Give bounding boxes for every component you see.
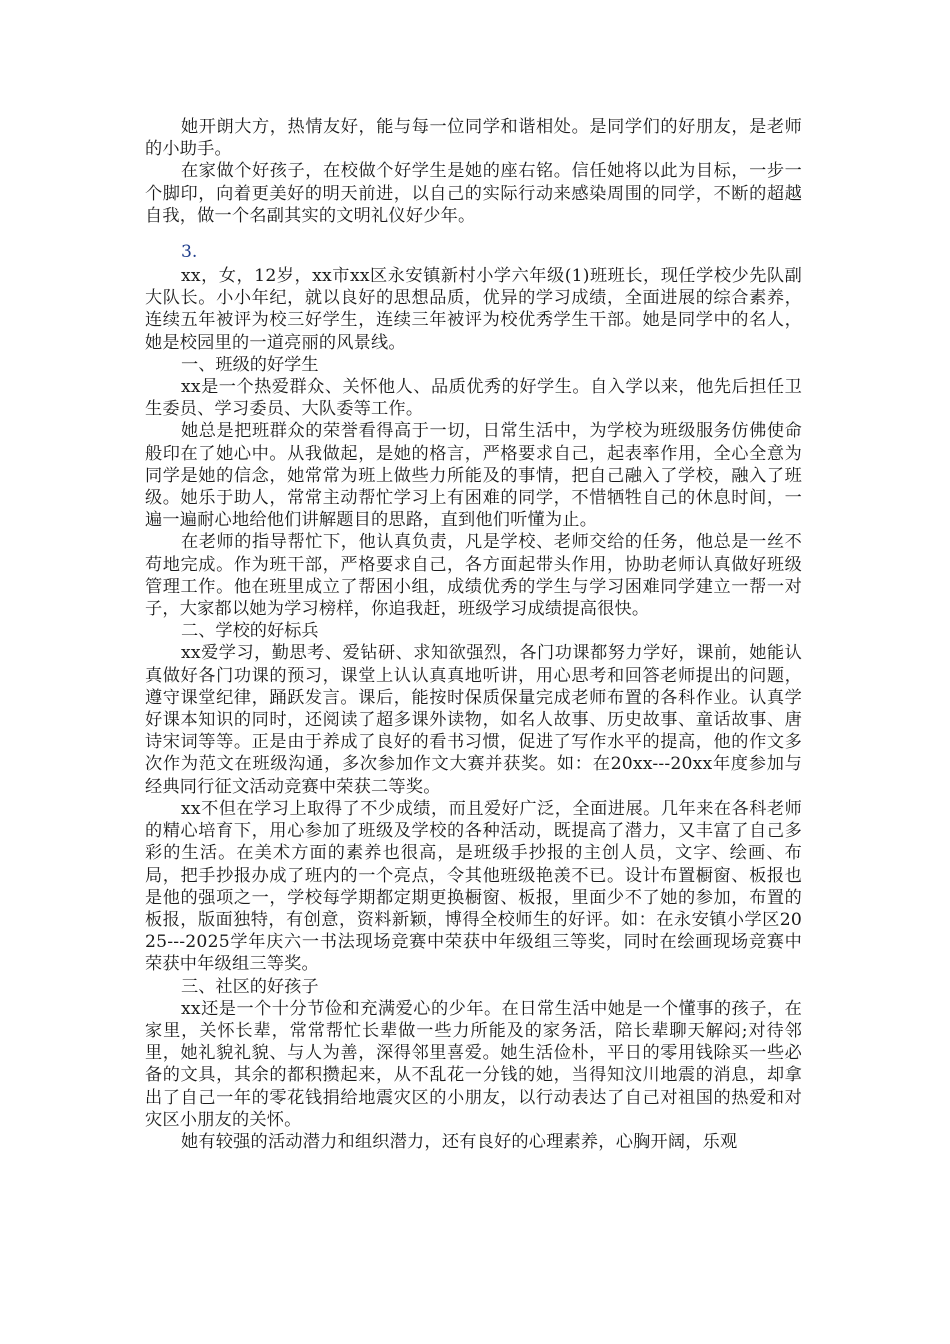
intro-paragraph-1: 她开朗大方，热情友好，能与每一位同学和谐相处。是同学们的好朋友，是老师的小助手。	[145, 117, 802, 160]
part2-heading: 二、学校的好标兵	[181, 621, 319, 642]
section-intro-paragraph: xx，女，12岁，xx市xx区永安镇新村小学六年级(1)班班长，现任学校少先队副大队长。小小年纪，就以良好的思想品质，优异的学习成绩，全面进展的综合素养，连续五年被评为校三好学生，连续三年被评为校优秀学生干部。她是同学中的名人，她是校园里的一道亮丽的风景线。	[145, 266, 802, 353]
part3-heading: 三、社区的好孩子	[181, 976, 319, 997]
intro-paragraph-2: 在家做个好孩子，在校做个好学生是她的座右铭。信任她将以此为目标，一步一个脚印，向着更美好的明天前进，以自己的实际行动来感染周围的同学，不断的超越自我，做一个名副其实的文明礼仪好少年。	[145, 161, 802, 226]
section-number: 3.	[181, 242, 198, 263]
part1-paragraph-1: xx是一个热爱群众、关怀他人、品质优秀的好学生。自入学以来，他先后担任卫生委员、学习委员、大队委等工作。	[145, 377, 802, 420]
part1-paragraph-2: 她总是把班群众的荣誉看得高于一切，日常生活中，为学校为班级服务仿佛使命般印在了她心中。从我做起，是她的格言，严格要求自己，起表率作用，全心全意为同学是她的信念，她常常为班上做些力所能及的事情，把自己融入了学校，融入了班级。她乐于助人，常常主动帮忙学习上有困难的同学，不惜牺牲自己的休息时间，一遍一遍耐心地给他们讲解题目的思路，直到他们听懂为止。	[145, 421, 802, 531]
part1-paragraph-3: 在老师的指导帮忙下，他认真负责，凡是学校、老师交给的任务，他总是一丝不苟地完成。作为班干部，严格要求自己，各方面起带头作用，协助老师认真做好班级管理工作。他在班里成立了帮困小组，成绩优秀的学生与学习困难同学建立一帮一对子，大家都以她为学习榜样，你追我赶，班级学习成绩提高很快。	[145, 532, 802, 620]
document-body	[145, 116, 802, 1153]
part3-paragraph-2: 她有较强的活动潜力和组织潜力，还有良好的心理素养，心胸开阔，乐观	[181, 1131, 738, 1152]
part2-paragraph-1: xx爱学习，勤思考、爱钻研、求知欲强烈，各门功课都努力学好，课前，她能认真做好各门功课的预习，课堂上认认真真地听讲，用心思考和回答老师提出的问题，遵守课堂纪律，踊跃发言。课后，能按时保质保量完成老师布置的各科作业。认真学好课本知识的同时，还阅读了超多课外读物，如名人故事、历史故事、童话故事、唐诗宋词等等。正是由于养成了良好的看书习惯，促进了写作水平的提高，他的作文多次作为范文在班级沟通，多次参加作文大赛并获奖。如：在20xx---20xx年度参加与经典同行征文活动竞赛中荣获二等奖。	[145, 643, 802, 797]
part1-heading: 一、班级的好学生	[181, 354, 319, 375]
part3-paragraph-1: xx还是一个十分节俭和充满爱心的少年。在日常生活中她是一个懂事的孩子，在家里，关怀长辈，常常帮忙长辈做一些力所能及的家务活，陪长辈聊天解闷;对待邻里，她礼貌礼貌、与人为善，深得邻里喜爱。她生活俭朴，平日的零用钱除买一些必备的文具，其余的都积攒起来，从不乱花一分钱的她，当得知汶川地震的消息，却拿出了自己一年的零花钱捐给地震灾区的小朋友，以行动表达了自己对祖国的热爱和对灾区小朋友的关怀。	[145, 998, 802, 1130]
part2-paragraph-2: xx不但在学习上取得了不少成绩，而且爱好广泛，全面进展。几年来在各科老师的精心培育下，用心参加了班级及学校的各种活动，既提高了潜力，又丰富了自己多彩的生活。在美术方面的素养也很高，是班级手抄报的主创人员，文字、绘画、布局，把手抄报办成了班内的一个亮点，令其他班级艳羡不已。设计布置橱窗、板报也是他的强项之一，学校每学期都定期更换橱窗、板报，里面少不了她的参加，布置的板报，版面独特，有创意，资料新颖，博得全校师生的好评。如：在永安镇小学区2025---2025学年庆六一书法现场竞赛中荣获中年级组三等奖，同时在绘画现场竞赛中荣获中年级组三等奖。	[145, 798, 802, 975]
